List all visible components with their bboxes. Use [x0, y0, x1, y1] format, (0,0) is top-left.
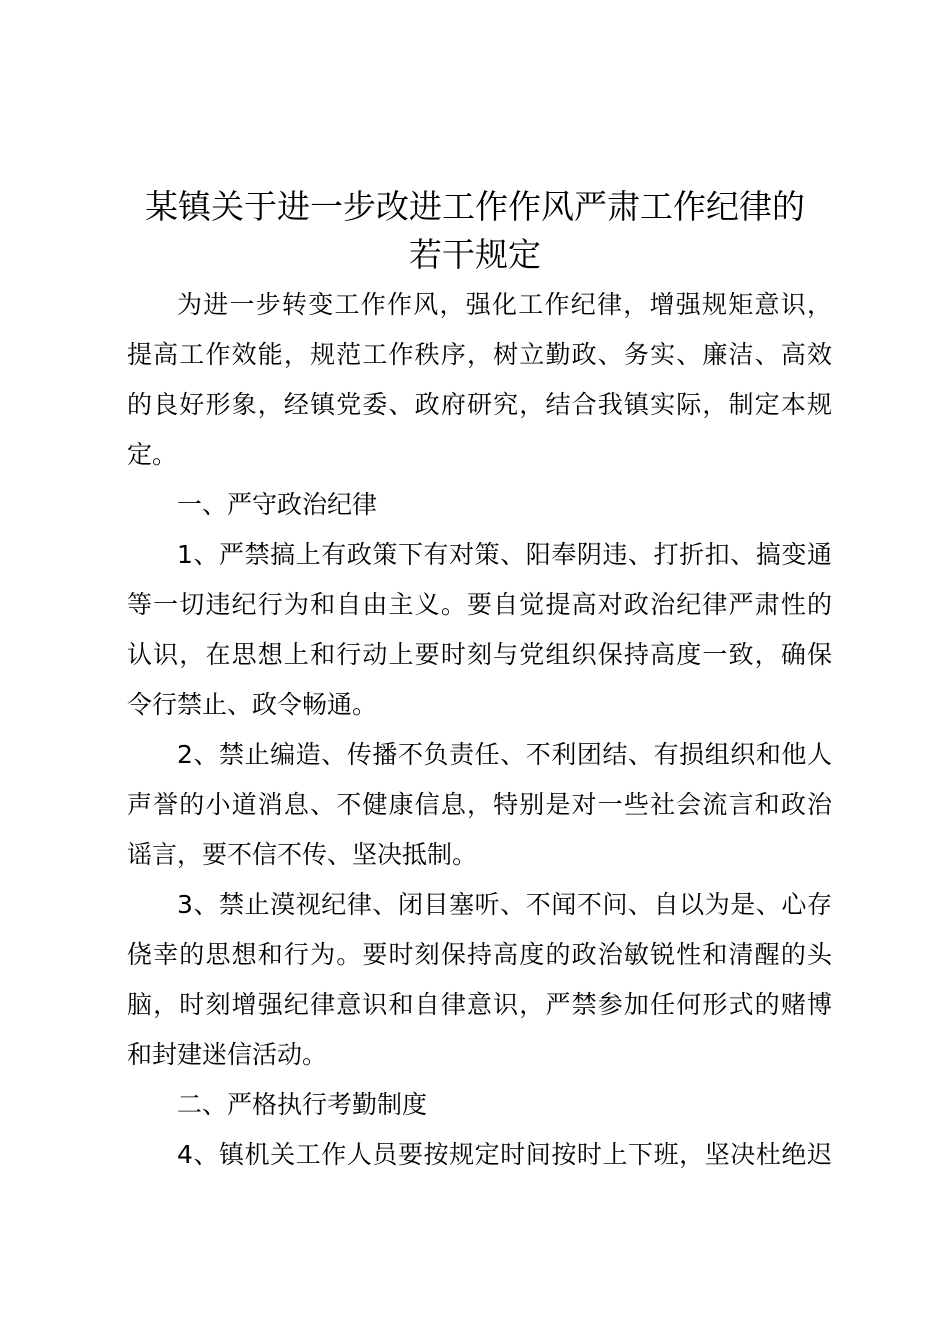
- item-3-line-3: 脑，时刻增强纪律意识和自律意识，严禁参加任何形式的赌博: [127, 990, 832, 1019]
- item-3-line-2: 侥幸的思想和行为。要时刻保持高度的政治敏锐性和清醒的头: [127, 940, 832, 969]
- item-2-line-3: 谣言，要不信不传、坚决抵制。: [127, 840, 478, 869]
- intro-line-2: 提高工作效能，规范工作秩序，树立勤政、务实、廉洁、高效: [127, 340, 832, 369]
- item-3-line-1: 3、禁止漠视纪律、闭目塞听、不闻不问、自以为是、心存: [177, 890, 832, 919]
- item-3-line-4: 和封建迷信活动。: [127, 1040, 328, 1069]
- document-title-line-1: 某镇关于进一步改进工作作风严肃工作纪律的: [145, 187, 805, 226]
- intro-line-1: 为进一步转变工作作风，强化工作纪律，增强规矩意识，: [177, 290, 832, 319]
- item-1-line-4: 令行禁止、政令畅通。: [127, 690, 378, 719]
- section-heading-1: 一、严守政治纪律: [177, 490, 378, 519]
- item-1-line-2: 等一切违纪行为和自由主义。要自觉提高对政治纪律严肃性的: [127, 590, 832, 619]
- intro-line-4: 定。: [127, 440, 178, 469]
- item-4-line-1: 4、镇机关工作人员要按规定时间按时上下班，坚决杜绝迟: [177, 1140, 832, 1169]
- document-title-line-2: 若干规定: [409, 235, 541, 274]
- section-heading-2: 二、严格执行考勤制度: [177, 1090, 428, 1119]
- item-2-line-1: 2、禁止编造、传播不负责任、不利团结、有损组织和他人: [177, 740, 832, 769]
- intro-line-3: 的良好形象，经镇党委、政府研究，结合我镇实际，制定本规: [127, 390, 832, 419]
- item-2-line-2: 声誉的小道消息、不健康信息，特别是对一些社会流言和政治: [127, 790, 832, 819]
- item-1-line-3: 认识，在思想上和行动上要时刻与党组织保持高度一致，确保: [127, 640, 832, 669]
- item-1-line-1: 1、严禁搞上有政策下有对策、阳奉阴违、打折扣、搞变通: [177, 540, 832, 569]
